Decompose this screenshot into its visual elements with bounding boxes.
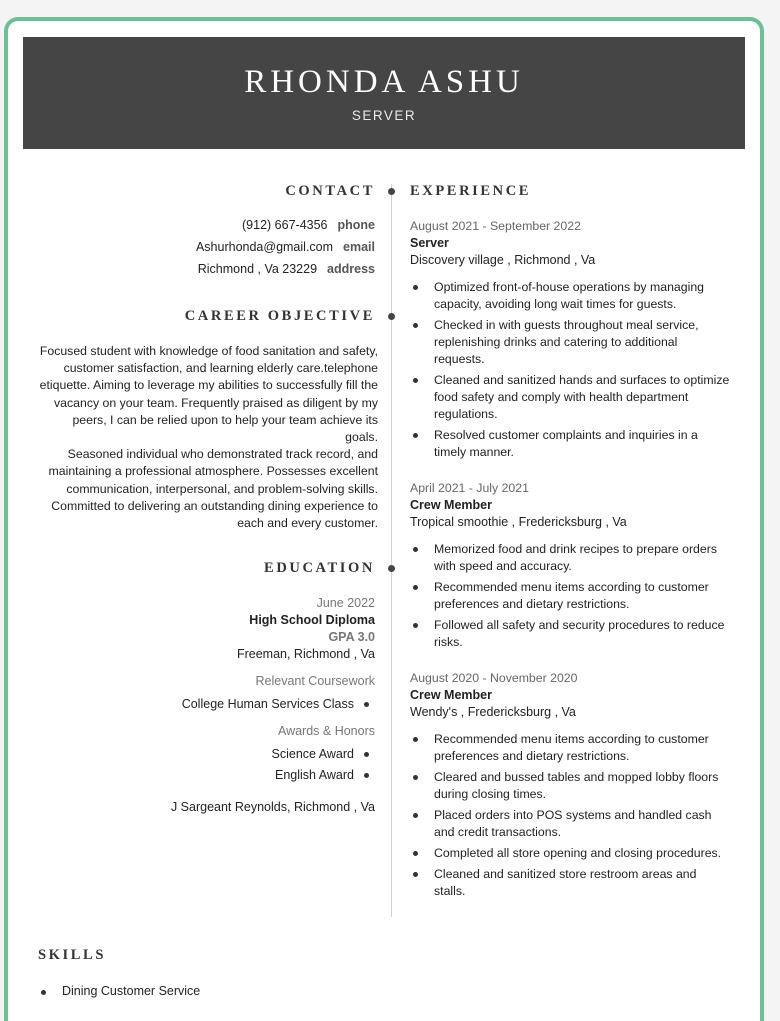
award-item: Science Award — [272, 747, 369, 761]
job-bullet: Completed all store opening and closing procedures. — [410, 845, 730, 862]
education-gpa: GPA 3.0 — [328, 630, 375, 644]
job-place: Tropical smoothie , Fredericksburg , Va — [410, 515, 627, 529]
job-bullets — [410, 541, 730, 651]
timeline-dot — [388, 188, 395, 195]
timeline-dot — [388, 565, 395, 572]
address-label: address — [327, 262, 375, 276]
skill-item: Dining Customer Service — [38, 984, 200, 998]
job-dates: April 2021 - July 2021 — [410, 481, 529, 495]
contact-email — [196, 240, 375, 254]
job-bullet: Placed orders into POS systems and handled cash and credit transactions. — [410, 807, 730, 841]
job-entry — [410, 670, 730, 904]
contact-phone — [242, 218, 375, 232]
job-entry — [410, 480, 730, 655]
education-date: June 2022 — [316, 596, 375, 610]
phone-value: (912) 667-4356 — [242, 218, 328, 232]
timeline-dot — [388, 313, 395, 320]
education-heading: EDUCATION — [264, 560, 375, 576]
job-bullet: Recommended menu items according to customer preferences and dietary restrictions. — [410, 731, 730, 765]
experience-heading: EXPERIENCE — [410, 183, 532, 199]
email-value: Ashurhonda@gmail.com — [195, 240, 334, 254]
job-bullet: Cleaned and sanitized store restroom areas and stalls. — [410, 866, 730, 900]
email-label: email — [343, 240, 375, 254]
coursework-item: College Human Services Class — [182, 697, 369, 711]
candidate-title: SERVER — [351, 108, 417, 123]
job-bullet: Checked in with guests throughout meal service, replenishing drinks and catering to additional requests. — [410, 317, 730, 368]
objective-paragraph-2: Seasoned individual who demonstrated track record, and maintaining a professional atmosphere. Possesses excellent communication, interpersonal, and problem-solving skills. Committed to delivering an outstanding dining experience to each and every customer. — [48, 447, 378, 531]
column-divider — [391, 184, 392, 917]
education-school: J Sargeant Reynolds, Richmond , Va — [170, 800, 375, 814]
candidate-name: RHONDA ASHU — [244, 64, 524, 100]
job-entry — [410, 218, 730, 465]
job-role: Server — [410, 236, 449, 250]
phone-label: phone — [337, 218, 375, 232]
job-role: Crew Member — [410, 688, 492, 702]
job-bullet: Cleaned and sanitized hands and surfaces to optimize food safety and comply with health department regulations. — [410, 372, 730, 423]
objective-heading: CAREER OBJECTIVE — [184, 308, 375, 324]
awards-heading: Awards & Honors — [277, 724, 375, 738]
job-bullets — [410, 731, 730, 900]
resume-header — [23, 37, 745, 149]
job-bullet: Memorized food and drink recipes to prepare orders with speed and accuracy. — [410, 541, 730, 575]
job-bullets — [410, 279, 730, 461]
coursework-heading: Relevant Coursework — [255, 674, 375, 688]
education-location: Freeman, Richmond , Va — [236, 647, 375, 661]
objective-paragraph-1: Focused student with knowledge of food sanitation and safety, customer satisfaction, and learning elderly care.telephone etiquette. Aiming to leverage my abilities to successfully fill the vacancy on your team. Frequently praised as diligent by my peers, I can be relied upon to help your team achieve its goals. — [39, 344, 378, 445]
contact-address — [198, 262, 375, 276]
contact-heading: CONTACT — [285, 183, 375, 199]
job-dates: August 2021 - September 2022 — [410, 219, 581, 233]
job-bullet: Recommended menu items according to customer preferences and dietary restrictions. — [410, 579, 730, 613]
job-bullet: Cleared and bussed tables and mopped lobby floors during closing times. — [410, 769, 730, 803]
job-place: Wendy's , Fredericksburg , Va — [410, 705, 576, 719]
skills-heading: SKILLS — [38, 947, 106, 963]
award-item: English Award — [275, 768, 369, 782]
job-dates: August 2020 - November 2020 — [410, 671, 578, 685]
objective-text — [38, 343, 378, 532]
job-role: Crew Member — [410, 498, 492, 512]
education-degree: High School Diploma — [249, 613, 375, 627]
job-place: Discovery village , Richmond , Va — [410, 253, 596, 267]
resume-page — [4, 17, 764, 1021]
address-value: Richmond , Va 23229 — [197, 262, 318, 276]
job-bullet: Optimized front-of-house operations by managing capacity, avoiding long wait times for guests. — [410, 279, 730, 313]
job-bullet: Followed all safety and security procedures to reduce risks. — [410, 617, 730, 651]
job-bullet: Resolved customer complaints and inquiries in a timely manner. — [410, 427, 730, 461]
